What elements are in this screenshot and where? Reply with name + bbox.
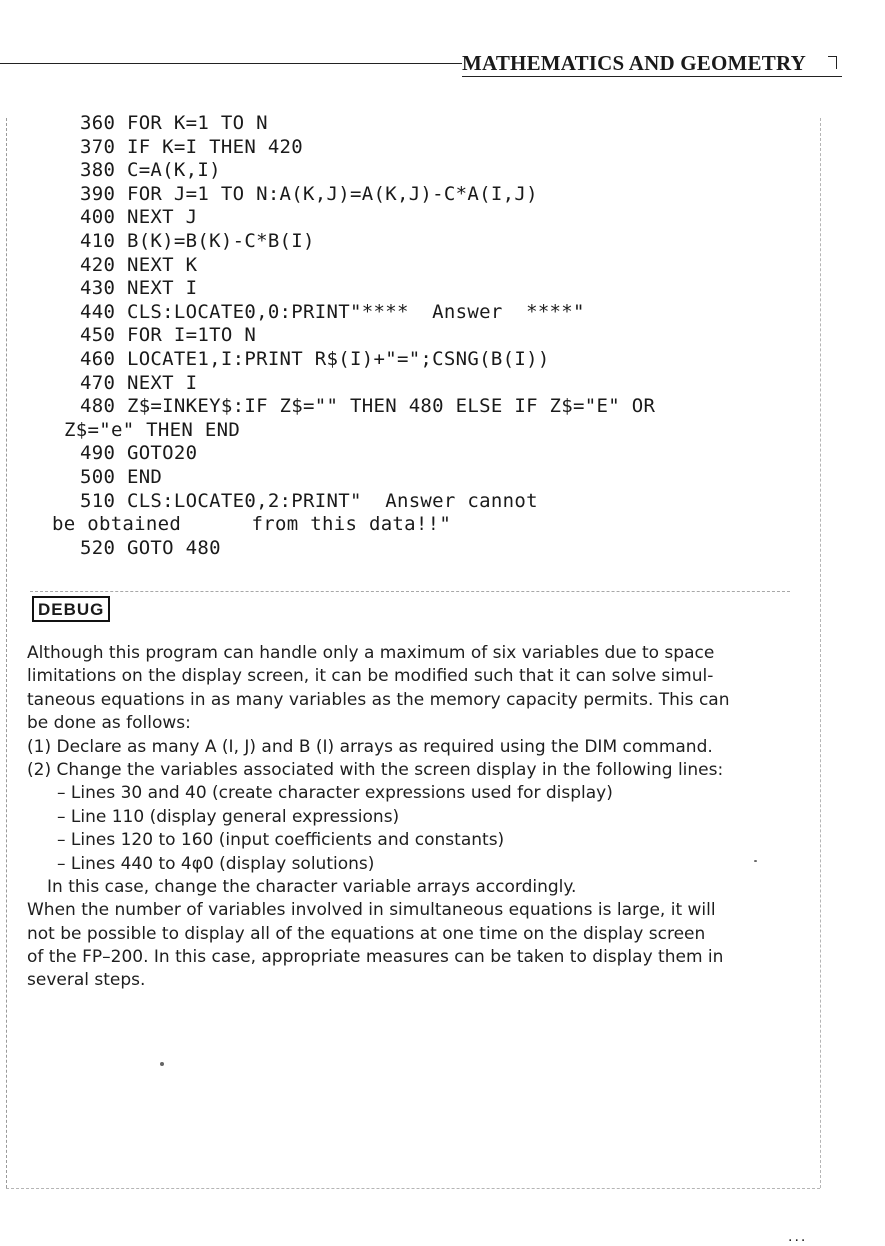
- code-line-500: 500 END: [80, 465, 163, 488]
- sub-list-item: – Lines 440 to 4φ0 (display solutions): [57, 853, 375, 874]
- bottom-scan-edge: [6, 1188, 820, 1189]
- code-line-480: 480 Z$=INKEY$:IF Z$="" THEN 480 ELSE IF Z$="E" OR: [80, 395, 656, 418]
- code-line-360: 360 FOR K=1 TO N: [80, 112, 268, 134]
- sub-list-item: – Lines 30 and 40 (create character expressions used for display): [57, 783, 613, 804]
- code-line-420: 420 NEXT K: [80, 253, 198, 276]
- code-line-470: 470 NEXT I: [80, 371, 198, 394]
- code-line-490: 490 GOTO20: [80, 442, 198, 465]
- running-header-title: MATHEMATICS AND GEOMETRY: [462, 50, 842, 77]
- debug-section-label: DEBUG: [32, 596, 110, 622]
- step-item: (2) Change the variables associated with the screen display in the following lines:: [27, 759, 724, 780]
- sub-list-item: – Lines 120 to 160 (input coefficients and constants): [57, 830, 505, 851]
- paragraph-line: not be possible to display all of the equations at one time on the display screen: [27, 923, 706, 944]
- paragraph-line: be done as follows:: [27, 713, 191, 734]
- paragraph-line: taneous equations in as many variables as the memory capacity permits. This can: [27, 689, 730, 710]
- right-scan-edge: [820, 118, 821, 1188]
- code-line-410: 410 B(K)=B(K)-C*B(I): [80, 229, 315, 252]
- code-line-480-continued: Z$="e" THEN END: [64, 418, 241, 441]
- paragraph-line: limitations on the display screen, it can be modified such that it can solve simul-: [27, 666, 714, 687]
- note-line: In this case, change the character variable arrays accordingly.: [47, 876, 577, 897]
- header-corner-mark: [828, 56, 837, 69]
- step-item: (1) Declare as many A (I, J) and B (I) arrays as required using the DIM command.: [27, 736, 713, 757]
- paragraph-line: When the number of variables involved in simultaneous equations is large, it will: [27, 900, 716, 921]
- header-rule: [0, 63, 462, 64]
- paragraph-line: Although this program can handle only a maximum of six variables due to space: [27, 643, 715, 663]
- code-line-390: 390 FOR J=1 TO N:A(K,J)=A(K,J)-C*A(I,J): [80, 182, 538, 205]
- basic-code-listing: [0, 112, 820, 560]
- section-divider: [30, 591, 790, 592]
- paragraph-line: of the FP–200. In this case, appropriate measures can be taken to display them in: [27, 947, 724, 968]
- code-line-460: 460 LOCATE1,I:PRINT R$(I)+"=";CSNG(B(I)): [80, 347, 550, 370]
- code-line-380: 380 C=A(K,I): [80, 159, 221, 182]
- debug-explanation: [27, 642, 802, 993]
- code-line-510: 510 CLS:LOCATE0,2:PRINT" Answer cannot: [80, 489, 538, 512]
- code-line-510-continued: be obtained from this data!!": [52, 513, 452, 536]
- code-line-440: 440 CLS:LOCATE0,0:PRINT"**** Answer ****": [80, 300, 585, 323]
- code-line-370: 370 IF K=I THEN 420: [80, 135, 304, 158]
- scan-speck: [754, 860, 757, 862]
- paragraph-line: several steps.: [27, 970, 146, 991]
- code-line-520: 520 GOTO 480: [80, 536, 221, 559]
- footer-dots: ...: [788, 1228, 808, 1245]
- code-line-430: 430 NEXT I: [80, 277, 198, 300]
- scan-speck: [160, 1062, 164, 1066]
- code-line-400: 400 NEXT J: [80, 206, 198, 229]
- code-line-450: 450 FOR I=1TO N: [80, 324, 257, 347]
- sub-list-item: – Line 110 (display general expressions): [57, 806, 400, 827]
